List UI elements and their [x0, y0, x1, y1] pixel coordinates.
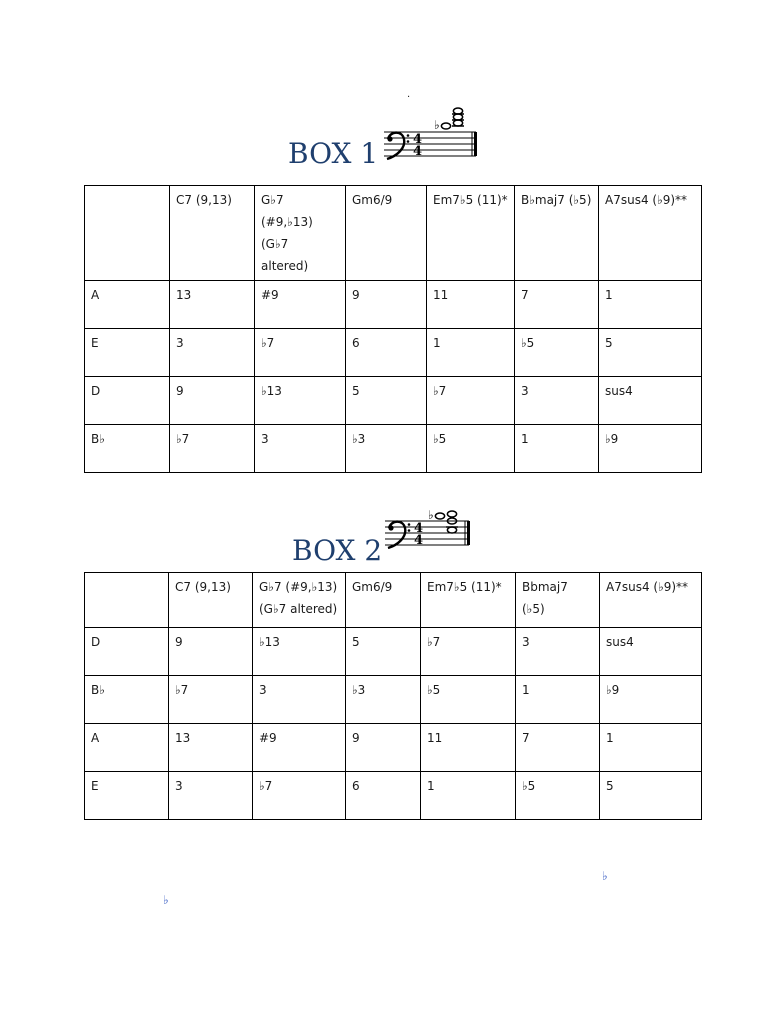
header-cell: Gm6/9 — [346, 573, 421, 628]
header-cell: G♭7 (#9,♭13) (G♭7 altered) — [253, 573, 346, 628]
table-cell: 7 — [516, 724, 600, 772]
table-cell: ♭7 — [169, 676, 253, 724]
header-cell: Em7♭5 (11)* — [427, 186, 515, 281]
header-cell — [85, 186, 170, 281]
table-cell: 5 — [346, 377, 427, 425]
string-label: B♭ — [85, 425, 170, 473]
table-cell: 11 — [421, 724, 516, 772]
table-cell: 3 — [516, 628, 600, 676]
table-cell: ♭7 — [170, 425, 255, 473]
table-cell: 3 — [255, 425, 346, 473]
table-row — [85, 377, 702, 425]
header-cell: G♭7 (#9,♭13) (G♭7 altered) — [255, 186, 346, 281]
bass-clef-icon — [388, 522, 410, 548]
header-cell: A7sus4 (♭9)** — [600, 573, 702, 628]
table-cell: ♭7 — [255, 329, 346, 377]
table-header-row — [85, 186, 702, 281]
table-header-row — [85, 573, 702, 628]
stray-dot: . — [407, 89, 411, 100]
table-cell: 9 — [346, 281, 427, 329]
time-signature-icon — [413, 132, 422, 159]
table-cell: 6 — [346, 329, 427, 377]
table-cell: sus4 — [600, 628, 702, 676]
table-cell: 9 — [170, 377, 255, 425]
string-label: D — [85, 628, 169, 676]
svg-text:4: 4 — [413, 144, 423, 159]
table-cell: 6 — [346, 772, 421, 820]
table-cell: ♭5 — [421, 676, 516, 724]
table-cell: 1 — [421, 772, 516, 820]
flat-icon: ♭ — [428, 508, 434, 522]
table-cell: 1 — [599, 281, 702, 329]
table-cell: ♭7 — [427, 377, 515, 425]
string-label: A — [85, 724, 169, 772]
table-cell: ♭13 — [253, 628, 346, 676]
header-cell: A7sus4 (♭9)** — [599, 186, 702, 281]
table-cell: 11 — [427, 281, 515, 329]
string-label: E — [85, 772, 169, 820]
table-cell: #9 — [255, 281, 346, 329]
string-label: B♭ — [85, 676, 169, 724]
box2-title: BOX 2 — [292, 534, 383, 567]
flat-icon: ♭ — [434, 118, 440, 132]
header-cell: C7 (9,13) — [170, 186, 255, 281]
header-cell: B♭maj7 (♭5) — [515, 186, 599, 281]
table-cell: 1 — [427, 329, 515, 377]
table-cell: 7 — [515, 281, 599, 329]
string-label: A — [85, 281, 170, 329]
table-cell: ♭7 — [421, 628, 516, 676]
string-label: E — [85, 329, 170, 377]
header-cell: Gm6/9 — [346, 186, 427, 281]
table-row — [85, 281, 702, 329]
table-cell: 5 — [600, 772, 702, 820]
header-cell — [85, 573, 169, 628]
box2-table — [84, 572, 702, 820]
table-cell: ♭9 — [599, 425, 702, 473]
stray-flat-mark: ♭ — [602, 869, 608, 883]
table-cell: 1 — [516, 676, 600, 724]
table-cell: ♭3 — [346, 676, 421, 724]
table-cell: 13 — [169, 724, 253, 772]
table-cell: 1 — [600, 724, 702, 772]
table-cell: ♭5 — [515, 329, 599, 377]
table-row — [85, 724, 702, 772]
box2-staff-notation — [383, 505, 475, 549]
bass-clef-icon — [387, 133, 409, 159]
staff-lines — [385, 521, 469, 545]
table-row — [85, 329, 702, 377]
table-cell: sus4 — [599, 377, 702, 425]
table-cell: 9 — [169, 628, 253, 676]
svg-text:4: 4 — [413, 132, 423, 147]
table-cell: 3 — [169, 772, 253, 820]
table-cell: #9 — [253, 724, 346, 772]
table-cell: ♭5 — [427, 425, 515, 473]
table-cell: ♭9 — [600, 676, 702, 724]
table-cell: ♭5 — [516, 772, 600, 820]
box1-title: BOX 1 — [288, 137, 379, 170]
svg-text:4: 4 — [414, 533, 424, 548]
table-cell: 3 — [170, 329, 255, 377]
table-row — [85, 628, 702, 676]
string-label: D — [85, 377, 170, 425]
stray-flat-mark: ♭ — [163, 893, 169, 907]
header-cell: Em7♭5 (11)* — [421, 573, 516, 628]
chord-notes — [434, 108, 464, 132]
table-cell: 5 — [346, 628, 421, 676]
header-cell: C7 (9,13) — [169, 573, 253, 628]
time-signature-icon — [414, 521, 423, 548]
table-cell: 3 — [253, 676, 346, 724]
svg-text:4: 4 — [414, 521, 424, 536]
table-cell: 13 — [170, 281, 255, 329]
table-row — [85, 676, 702, 724]
table-row — [85, 772, 702, 820]
table-row — [85, 425, 702, 473]
table-cell: ♭13 — [255, 377, 346, 425]
table-cell: 5 — [599, 329, 702, 377]
table-cell: 3 — [515, 377, 599, 425]
table-cell: 9 — [346, 724, 421, 772]
table-cell: ♭3 — [346, 425, 427, 473]
table-cell: ♭7 — [253, 772, 346, 820]
header-cell: Bbmaj7 (♭5) — [516, 573, 600, 628]
box1-table — [84, 185, 702, 473]
table-cell: 1 — [515, 425, 599, 473]
box1-staff-notation — [382, 102, 482, 164]
